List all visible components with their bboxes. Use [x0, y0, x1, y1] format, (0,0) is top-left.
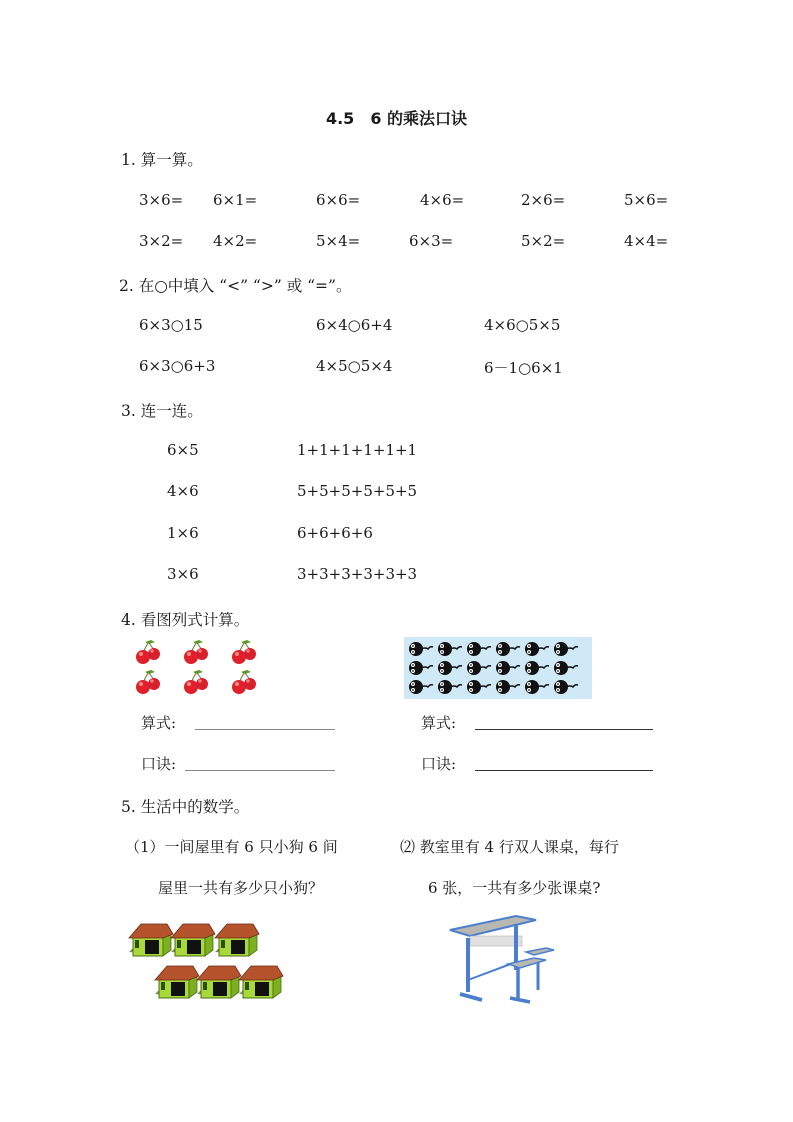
- q3-left-item: 6×5: [167, 441, 199, 459]
- desk-picture: [446, 910, 566, 1005]
- rhyme-label: 口诀:: [421, 755, 457, 773]
- q1-expr: 5×2=: [521, 232, 566, 250]
- tadpole-icon: [524, 678, 550, 696]
- formula-answer-line[interactable]: [195, 729, 335, 730]
- tadpole-icon: [437, 640, 463, 658]
- q1-expr: 6×3=: [409, 232, 454, 250]
- tadpole-icon: [466, 640, 492, 658]
- q3-left-item: 1×6: [167, 524, 199, 542]
- q3-left-item: 4×6: [167, 482, 199, 500]
- problem-2-line-1: ⑵ 教室里有 4 行双人课桌，每行: [400, 838, 619, 856]
- tadpole-icon: [553, 659, 579, 677]
- q5-heading: 5. 生活中的数学。: [121, 798, 250, 816]
- q2-compare: 4×5○5×4: [316, 357, 393, 375]
- tadpole-icon: [495, 659, 521, 677]
- cherry-picture: [135, 638, 279, 698]
- formula-label: 算式:: [421, 714, 457, 732]
- page-title: 4.5 6 的乘法口诀: [325, 109, 468, 128]
- cherry-icon: [183, 668, 211, 696]
- q4-heading: 4. 看图列式计算。: [121, 611, 250, 629]
- q1-expr: 4×2=: [213, 232, 258, 250]
- q2-compare: 4×6○5×5: [484, 316, 561, 334]
- tadpole-icon: [408, 640, 434, 658]
- q2-compare: 6×3○15: [139, 316, 203, 334]
- tadpole-icon: [437, 678, 463, 696]
- cherry-icon: [231, 668, 259, 696]
- q1-heading: 1. 算一算。: [121, 151, 203, 169]
- tadpole-icon: [437, 659, 463, 677]
- tadpole-icon: [524, 659, 550, 677]
- rhyme-answer-line[interactable]: [475, 770, 653, 771]
- q3-right-item: 3+3+3+3+3+3: [297, 565, 418, 583]
- q1-expr: 5×6=: [624, 191, 669, 209]
- tadpole-icon: [495, 640, 521, 658]
- q3-right-item: 1+1+1+1+1+1: [297, 441, 418, 459]
- q2-compare: 6－1○6×1: [484, 359, 563, 377]
- cherry-icon: [183, 638, 211, 666]
- tadpole-icon: [495, 678, 521, 696]
- q3-left-item: 3×6: [167, 565, 199, 583]
- q1-expr: 3×2=: [139, 232, 184, 250]
- problem-1-line-1: （1）一间屋里有 6 只小狗 6 间: [125, 838, 338, 856]
- q3-heading: 3. 连一连。: [121, 402, 203, 420]
- tadpole-icon: [408, 678, 434, 696]
- formula-answer-line[interactable]: [475, 729, 653, 730]
- q2-compare: 6×4○6+4: [316, 316, 393, 334]
- q2-compare: 6×3○6+3: [139, 357, 216, 375]
- tadpole-icon: [466, 678, 492, 696]
- cherry-icon: [231, 638, 259, 666]
- tadpole-icon: [408, 659, 434, 677]
- q1-expr: 6×6=: [316, 191, 361, 209]
- cherry-icon: [135, 668, 163, 696]
- q2-heading: 2. 在○中填入 “<” “>” 或 “=”。: [119, 277, 352, 295]
- problem-1-line-2: 屋里一共有多少只小狗？: [158, 879, 324, 897]
- q1-expr: 6×1=: [213, 191, 258, 209]
- tadpole-icon: [466, 659, 492, 677]
- q1-expr: 4×4=: [624, 232, 669, 250]
- formula-label: 算式:: [141, 714, 177, 732]
- q1-expr: 4×6=: [420, 191, 465, 209]
- q1-expr: 3×6=: [139, 191, 184, 209]
- tadpole-icon: [553, 678, 579, 696]
- rhyme-answer-line[interactable]: [185, 770, 335, 771]
- q3-right-item: 5+5+5+5+5+5: [297, 482, 418, 500]
- cherry-icon: [135, 638, 163, 666]
- tadpole-picture: [404, 637, 592, 699]
- tadpole-icon: [553, 640, 579, 658]
- q1-expr: 5×4=: [316, 232, 361, 250]
- tadpole-icon: [524, 640, 550, 658]
- dog-houses-picture: [127, 918, 287, 1008]
- q3-right-item: 6+6+6+6: [297, 524, 373, 542]
- q1-expr: 2×6=: [521, 191, 566, 209]
- rhyme-label: 口诀:: [141, 755, 177, 773]
- problem-2-line-2: 6 张，一共有多少张课桌?: [428, 879, 601, 897]
